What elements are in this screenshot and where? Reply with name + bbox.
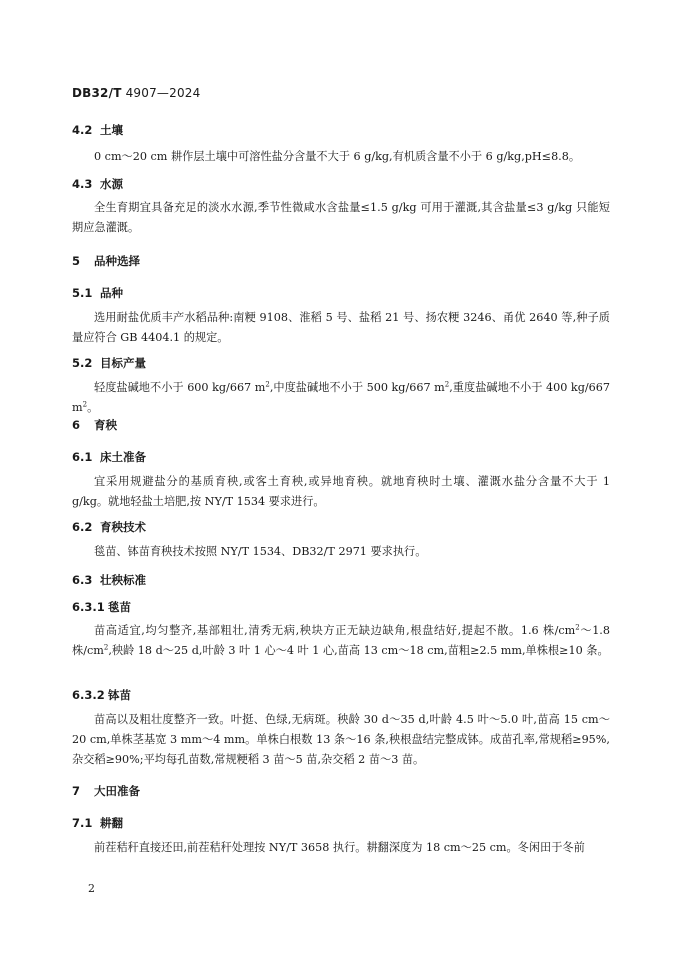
- section-title: 水源: [100, 177, 123, 191]
- section-title: 床土准备: [100, 450, 146, 464]
- section-heading-6-2: [72, 519, 610, 535]
- section-title: 育秧技术: [100, 520, 146, 534]
- section-title: 品种: [100, 286, 123, 300]
- section-number: 4.3: [72, 177, 93, 191]
- standard-number: 4907—2024: [125, 86, 201, 100]
- section-heading-4-3: [72, 176, 610, 192]
- section-title: 钵苗: [108, 688, 131, 702]
- section-heading-6-3-2: [72, 687, 610, 703]
- section-number: 4.2: [72, 123, 93, 137]
- section-number: 6.3.2: [72, 688, 105, 702]
- paragraph-4-3: 全生育期宜具备充足的淡水水源,季节性微咸水含盐量≤1.5 g/kg 可用于灌溉,其含盐量≤3 g/kg 只能短期应急灌溉。: [72, 201, 610, 234]
- section-number: 5.1: [72, 286, 93, 300]
- section-title: 目标产量: [100, 356, 146, 370]
- section-number: 5: [72, 254, 81, 268]
- section-heading-7-1: [72, 815, 610, 831]
- section-number: 5.2: [72, 356, 93, 370]
- section-heading-4-2: [72, 122, 610, 138]
- section-number: 6.3: [72, 573, 93, 587]
- section-title: 壮秧标准: [100, 573, 146, 587]
- document-code-header: [72, 86, 200, 100]
- section-heading-5-2: [72, 355, 610, 371]
- section-heading-6: [72, 417, 610, 433]
- section-heading-6-1: [72, 449, 610, 465]
- section-heading-5: [72, 253, 610, 269]
- paragraph-6-1: 宜采用规避盐分的基质育秧,或客土育秧,或异地育秧。就地育秧时土壤、灌溉水盐分含量不大于 1 g/kg。就地轻盐土培肥,按 NY/T 1534 要求进行。: [72, 475, 610, 508]
- section-number: 6.2: [72, 520, 93, 534]
- standard-code: DB32/T: [72, 86, 122, 100]
- section-number: 6: [72, 418, 81, 432]
- section-title: 品种选择: [94, 254, 140, 268]
- paragraph-5-1: 选用耐盐优质丰产水稻品种:南粳 9108、淮稻 5 号、盐稻 21 号、扬农粳 3246、甬优 2640 等,种子质量应符合 GB 4404.1 的规定。: [72, 311, 610, 344]
- section-title: 毯苗: [108, 600, 131, 614]
- paragraph-6-3-1: 苗高适宜,均匀整齐,基部粗壮,清秀无病,秧块方正无缺边缺角,根盘结好,提起不散。1.6 株$/cm^2\sim 1.8$ 株$/cm^2$,秧龄 18 d～25 d,叶龄 3 叶 1 心～4 叶 1 心,苗高 13 cm～18 cm,苗粗≥2.5 mm,单株根≥10 条。: [72, 623, 610, 657]
- page-number: 2: [88, 882, 95, 895]
- section-heading-7: [72, 783, 610, 799]
- paragraph-4-2: 0 cm～20 cm 耕作层土壤中可溶性盐分含量不大于 6 g/kg,有机质含量不小于 6 g/kg,pH≤8.8。: [94, 150, 581, 163]
- section-number: 7.1: [72, 816, 93, 830]
- section-heading-6-3: [72, 572, 610, 588]
- paragraph-6-2: 毯苗、钵苗育秧技术按照 NY/T 1534、DB32/T 2971 要求执行。: [94, 545, 427, 558]
- paragraph-5-2: 轻度盐碱地不小于 600 kg/667 $m^2$,中度盐碱地不小于 500 kg/667 $m^2$,重度盐碱地不小于 400 kg/667 $m^2$。: [72, 380, 610, 414]
- section-number: 6.1: [72, 450, 93, 464]
- section-title: 育秧: [94, 418, 117, 432]
- section-number: 7: [72, 784, 81, 798]
- section-title: 土壤: [100, 123, 123, 137]
- section-title: 大田准备: [94, 784, 140, 798]
- paragraph-6-3-2: 苗高以及粗壮度整齐一致。叶挺、色绿,无病斑。秧龄 30 d～35 d,叶龄 4.5 叶～5.0 叶,苗高 15 cm～20 cm,单株茎基宽 3 mm～4 mm。单株白根数 13 条～16 条,秧根盘结完整成钵。成苗孔率,常规稻≥95%,杂交稻≥90%;平均每孔苗数,常规粳稻 3 苗～5 苗,杂交稻 2 苗～3 苗。: [72, 713, 610, 766]
- section-heading-6-3-1: [72, 599, 610, 615]
- paragraph-7-1: 前茬秸秆直接还田,前茬秸秆处理按 NY/T 3658 执行。耕翻深度为 18 cm～25 cm。冬闲田于冬前: [94, 841, 585, 854]
- section-number: 6.3.1: [72, 600, 105, 614]
- section-heading-5-1: [72, 285, 610, 301]
- section-title: 耕翻: [100, 816, 123, 830]
